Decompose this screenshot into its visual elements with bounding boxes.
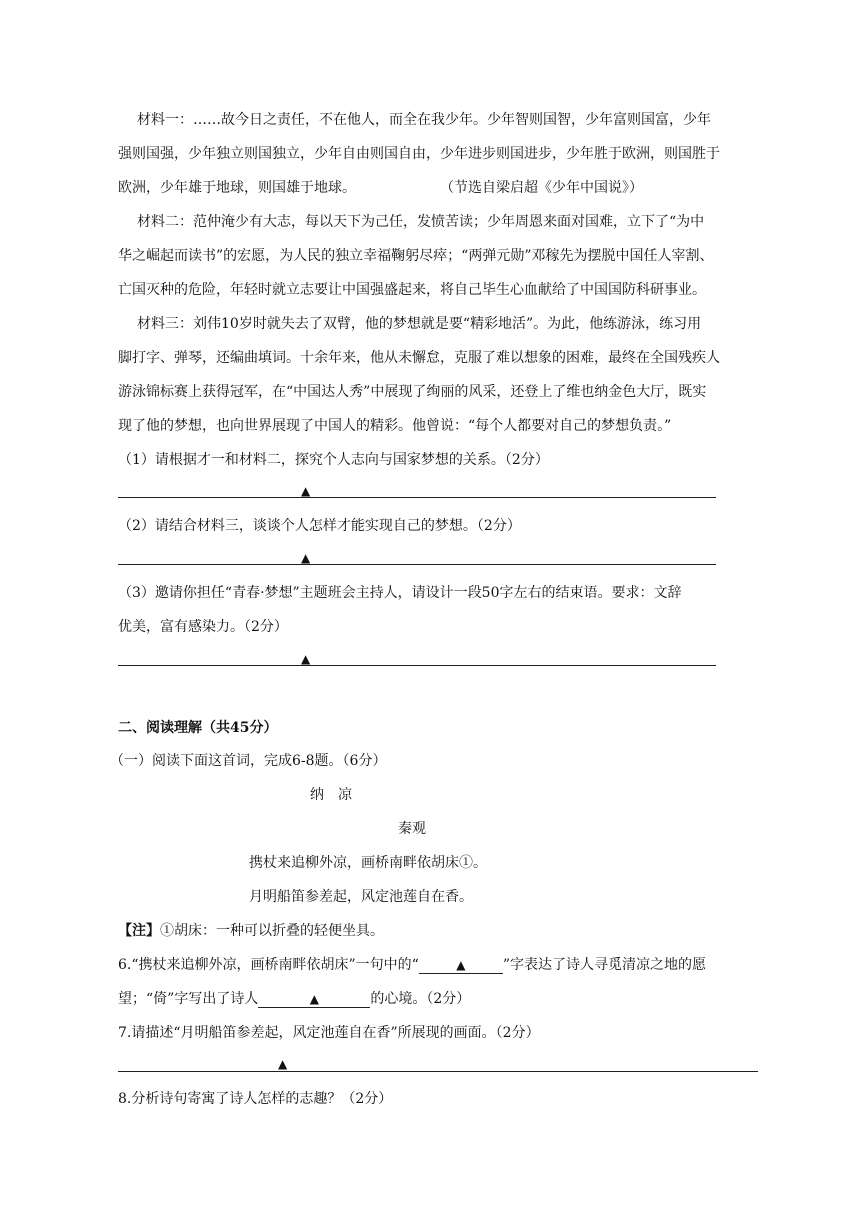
question-6-line2 — [118, 989, 470, 1009]
material1-line1: 材料一：……故今日之责任，不在他人，而全在我少年。少年智则国智，少年富则国富，少年 — [137, 112, 711, 128]
q6-marker-1: ▲ — [456, 958, 466, 972]
q6-text-c: 望；“倚”字写出了诗人 — [118, 991, 259, 1007]
question-1: （1）请根据才一和材料二，探究个人志向与国家梦想的关系。（2分） — [118, 452, 549, 468]
poem-line2: 月明船笛参差起，风定池莲自在香。 — [249, 889, 473, 905]
section2-heading: 二、阅读理解（共45分） — [118, 720, 278, 736]
material1-source: （节选自梁启超《少年中国说》） — [440, 180, 643, 196]
material3-line2: 脚打字、弹琴，还编曲填词。十余年来，他从未懈怠，克服了难以想象的困难，最终在全国残疾人 — [118, 350, 720, 366]
q6-text-b: ”字表达了诗人寻觅清凉之地的愿 — [502, 957, 706, 973]
answer-line-3[interactable] — [118, 665, 716, 666]
q6-marker-2: ▲ — [309, 992, 319, 1006]
answer-marker-7: ▲ — [278, 1057, 288, 1071]
q6-blank-2[interactable] — [258, 991, 370, 1008]
question-3-line2: 优美，富有感染力。（2分） — [118, 619, 288, 635]
note-text: ①胡床：一种可以折叠的轻便坐具。 — [160, 923, 384, 939]
answer-marker-2: ▲ — [301, 551, 311, 565]
note-label: 【注】 — [118, 923, 160, 939]
material2-line2: 华之崛起而读书”的宏愿，为人民的独立幸福鞠躬尽瘁；“两弹元勋”邓稼先为摆脱中国任人宰割、 — [118, 248, 714, 264]
poem-author: 秦观 — [398, 821, 426, 837]
answer-marker-1: ▲ — [301, 484, 311, 498]
answer-line-7[interactable] — [118, 1071, 758, 1072]
material3-line4: 现了他的梦想，也向世界展现了中国人的精彩。他曾说：“每个人都要对自己的梦想负责。” — [118, 418, 672, 434]
section2-subheading: （一）阅读下面这首词，完成6-8题。（6分） — [110, 753, 387, 769]
question-7: 7.请描述“月明船笛参差起，风定池莲自在香”所展现的画面。（2分） — [118, 1025, 540, 1041]
material2-line3: 亡国灭种的危险，年轻时就立志要让中国强盛起来，将自己毕生心血献给了中国国防科研事业。 — [118, 282, 706, 298]
material1-line2: 强则国强，少年独立则国独立，少年自由则国自由，少年进步则国进步，少年胜于欧洲，则国胜于 — [118, 146, 720, 162]
question-6-line1 — [118, 955, 706, 975]
question-3-line1: （3）邀请你担任“青春·梦想”主题班会主持人，请设计一段50字左右的结束语。要求：文辞 — [118, 585, 682, 601]
answer-line-2[interactable] — [118, 564, 716, 565]
material2-line1: 材料二：范仲淹少有大志，每以天下为己任，发愤苦读；少年周恩来面对国难，立下了“为中 — [137, 214, 705, 230]
question-2: （2）请结合材料三，谈谈个人怎样才能实现自己的梦想。（2分） — [118, 518, 521, 534]
poem-line1: 携杖来追柳外凉，画桥南畔依胡床①。 — [249, 855, 487, 871]
poem-note — [118, 921, 384, 941]
answer-marker-3: ▲ — [301, 652, 311, 666]
q6-text-a: 6.“携杖来追柳外凉，画桥南畔依胡床”一句中的“ — [118, 957, 419, 973]
q6-text-d: 的心境。（2分） — [370, 991, 471, 1007]
question-8: 8.分析诗句寄寓了诗人怎样的志趣？（2分） — [118, 1091, 393, 1107]
material3-line3: 游泳锦标赛上获得冠军，在“中国达人秀”中展现了绚丽的风采，还登上了维也纳金色大厅，既实 — [118, 384, 707, 400]
material3-line1: 材料三：刘伟10岁时就失去了双臂，他的梦想就是要“精彩地活”。为此，他练游泳，练习用 — [137, 316, 702, 332]
material1-line3: 欧洲，少年雄于地球，则国雄于地球。 — [118, 180, 356, 196]
q6-blank-1[interactable] — [419, 957, 503, 974]
answer-line-1[interactable] — [118, 497, 716, 498]
poem-title: 纳 凉 — [310, 787, 352, 803]
